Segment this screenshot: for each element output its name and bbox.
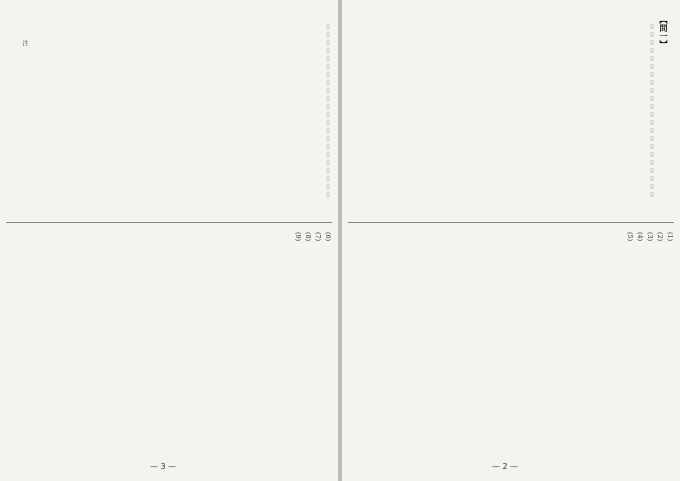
question-label: (4) xyxy=(636,232,644,242)
left-passage-upper: ▯▯▯▯▯▯▯▯▯▯▯▯▯▯▯▯▯▯▯▯▯▯ xyxy=(324,22,332,198)
question-label: (6) xyxy=(324,232,332,242)
left-divider xyxy=(6,222,332,223)
right-questions xyxy=(348,232,674,432)
question-label: (3) xyxy=(646,232,654,242)
question-label: (2) xyxy=(656,232,664,242)
question-label: (9) xyxy=(294,232,302,242)
right-page xyxy=(342,0,680,481)
question-label: (5) xyxy=(626,232,634,242)
left-footnote-label: 注 xyxy=(21,40,28,46)
right-divider xyxy=(348,222,674,223)
left-questions xyxy=(6,232,332,432)
section-title: 【問一】 xyxy=(659,16,669,48)
right-passage-upper: ▯▯▯▯▯▯▯▯▯▯▯▯▯▯▯▯▯▯▯▯▯▯ xyxy=(648,22,656,198)
question-label: (7) xyxy=(314,232,322,242)
question-label: (1) xyxy=(666,232,674,242)
left-page xyxy=(0,0,338,481)
page-number: — 3 — xyxy=(150,462,177,471)
page-number: — 2 — xyxy=(492,462,519,471)
question-label: (8) xyxy=(304,232,312,242)
